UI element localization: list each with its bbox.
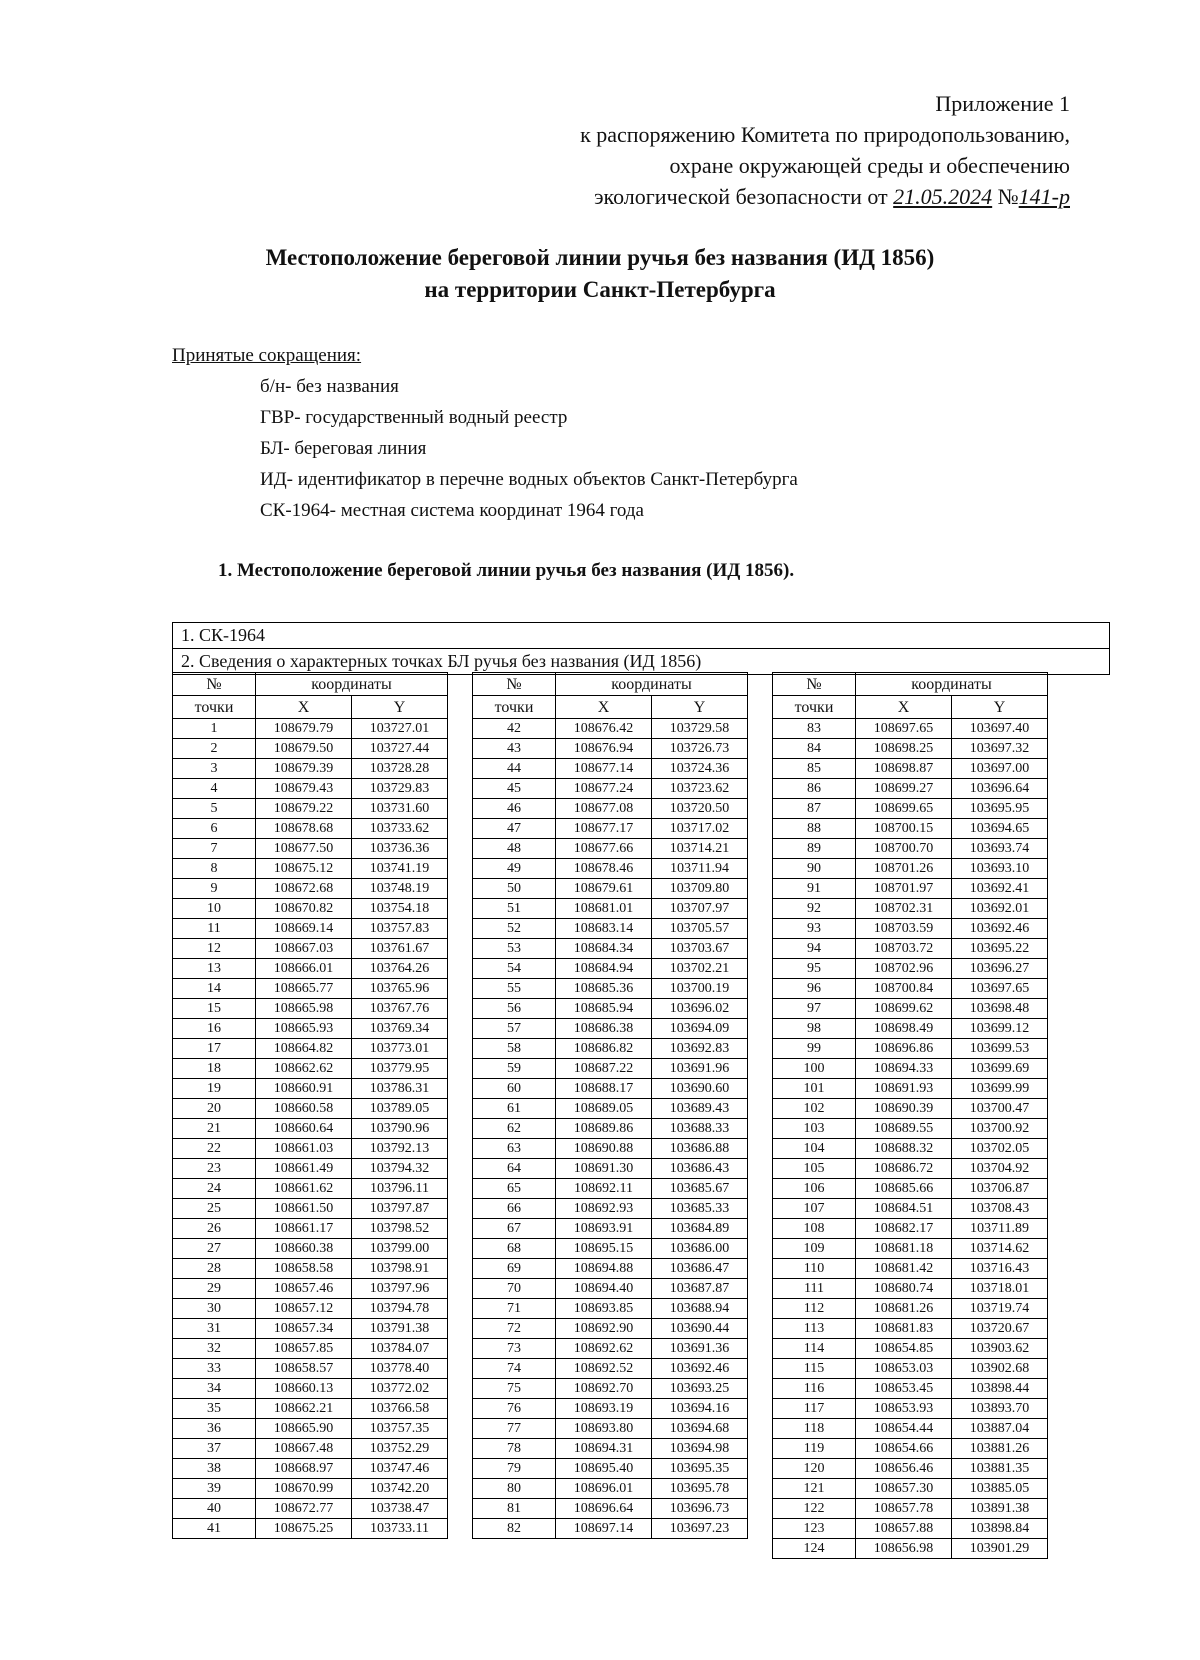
table-caption [172, 622, 1110, 675]
table-row: 47 108677.17 103717.02 [473, 819, 748, 839]
table-row: 15 108665.98 103767.76 [173, 999, 448, 1019]
abbreviation-item: ГВР- государственный водный реестр [260, 407, 568, 428]
table-row: 102 108690.39 103700.47 [773, 1099, 1048, 1119]
table-row: 23 108661.49 103794.32 [173, 1159, 448, 1179]
appendix-header [580, 88, 1070, 212]
col-y: Y [352, 696, 448, 719]
table-row: 71 108693.85 103688.94 [473, 1299, 748, 1319]
abbreviations [172, 340, 798, 526]
table-row: 98 108698.49 103699.12 [773, 1019, 1048, 1039]
table-row: 97 108699.62 103698.48 [773, 999, 1048, 1019]
table-row: 7 108677.50 103736.36 [173, 839, 448, 859]
table-row: 77 108693.80 103694.68 [473, 1419, 748, 1439]
table-row: 45 108677.24 103723.62 [473, 779, 748, 799]
abbreviation-item: БЛ- береговая линия [260, 438, 427, 459]
col-point: точки [173, 696, 256, 719]
table-row: 6 108678.68 103733.62 [173, 819, 448, 839]
table-row: 104 108688.32 103702.05 [773, 1139, 1048, 1159]
table-row: 50 108679.61 103709.80 [473, 879, 748, 899]
table-row: 85 108698.87 103697.00 [773, 759, 1048, 779]
table-row: 69 108694.88 103686.47 [473, 1259, 748, 1279]
table-row: 88 108700.15 103694.65 [773, 819, 1048, 839]
table-row: 11 108669.14 103757.83 [173, 919, 448, 939]
table-row: 26 108661.17 103798.52 [173, 1219, 448, 1239]
table-row: 58 108686.82 103692.83 [473, 1039, 748, 1059]
table-row: 95 108702.96 103696.27 [773, 959, 1048, 979]
col-x: X [256, 696, 352, 719]
table-row: 80 108696.01 103695.78 [473, 1479, 748, 1499]
table-row: 42 108676.42 103729.58 [473, 719, 748, 739]
number-label: № [997, 184, 1019, 209]
coord-system-row: 1. СК-1964 [172, 622, 1110, 649]
table-row: 1 108679.79 103727.01 [173, 719, 448, 739]
table-row: 27 108660.38 103799.00 [173, 1239, 448, 1259]
col-no: № [773, 673, 856, 696]
col-coordinates: координаты [256, 673, 448, 696]
table-row: 106 108685.66 103706.87 [773, 1179, 1048, 1199]
table-row: 54 108684.94 103702.21 [473, 959, 748, 979]
table-row: 29 108657.46 103797.96 [173, 1279, 448, 1299]
col-x: X [856, 696, 952, 719]
table-row: 66 108692.93 103685.33 [473, 1199, 748, 1219]
table-row: 112 108681.26 103719.74 [773, 1299, 1048, 1319]
table-row: 4 108679.43 103729.83 [173, 779, 448, 799]
table-row: 57 108686.38 103694.09 [473, 1019, 748, 1039]
abbreviation-item: б/н- без названия [260, 376, 399, 397]
table-row: 107 108684.51 103708.43 [773, 1199, 1048, 1219]
table-row: 52 108683.14 103705.57 [473, 919, 748, 939]
col-point: точки [473, 696, 556, 719]
table-row: 22 108661.03 103792.13 [173, 1139, 448, 1159]
table-row: 13 108666.01 103764.26 [173, 959, 448, 979]
table-row: 32 108657.85 103784.07 [173, 1339, 448, 1359]
table-row: 124 108656.98 103901.29 [773, 1539, 1048, 1559]
section-heading: 1. Местоположение береговой линии ручья без названия (ИД 1856). [218, 560, 795, 581]
table-row: 28 108658.58 103798.91 [173, 1259, 448, 1279]
table-row: 16 108665.93 103769.34 [173, 1019, 448, 1039]
table-row: 51 108681.01 103707.97 [473, 899, 748, 919]
table-row: 101 108691.93 103699.99 [773, 1079, 1048, 1099]
table-row: 70 108694.40 103687.87 [473, 1279, 748, 1299]
table-row: 105 108686.72 103704.92 [773, 1159, 1048, 1179]
table-row: 79 108695.40 103695.35 [473, 1459, 748, 1479]
table-row: 41 108675.25 103733.11 [173, 1519, 448, 1539]
table-row: 110 108681.42 103716.43 [773, 1259, 1048, 1279]
table-row: 25 108661.50 103797.87 [173, 1199, 448, 1219]
coordinates-table [472, 672, 748, 1539]
table-row: 59 108687.22 103691.96 [473, 1059, 748, 1079]
table-row: 117 108653.93 103893.70 [773, 1399, 1048, 1419]
table-row: 53 108684.34 103703.67 [473, 939, 748, 959]
order-number: 141-р [1018, 184, 1070, 209]
table-row: 75 108692.70 103693.25 [473, 1379, 748, 1399]
header-line: охране окружающей среды и обеспечению [669, 153, 1070, 178]
coordinates-table [772, 672, 1048, 1559]
table-row: 116 108653.45 103898.44 [773, 1379, 1048, 1399]
table-row: 43 108676.94 103726.73 [473, 739, 748, 759]
table-row: 38 108668.97 103747.46 [173, 1459, 448, 1479]
table-row: 108 108682.17 103711.89 [773, 1219, 1048, 1239]
table-row: 122 108657.78 103891.38 [773, 1499, 1048, 1519]
table-row: 2 108679.50 103727.44 [173, 739, 448, 759]
table-row: 36 108665.90 103757.35 [173, 1419, 448, 1439]
table-row: 62 108689.86 103688.33 [473, 1119, 748, 1139]
table-row: 115 108653.03 103902.68 [773, 1359, 1048, 1379]
points-caption-row: 2. Сведения о характерных точках БЛ ручья без названия (ИД 1856) [172, 649, 1110, 675]
col-point: точки [773, 696, 856, 719]
table-row: 24 108661.62 103796.11 [173, 1179, 448, 1199]
table-row: 93 108703.59 103692.46 [773, 919, 1048, 939]
table-row: 113 108681.83 103720.67 [773, 1319, 1048, 1339]
table-row: 31 108657.34 103791.38 [173, 1319, 448, 1339]
table-row: 20 108660.58 103789.05 [173, 1099, 448, 1119]
table-row: 37 108667.48 103752.29 [173, 1439, 448, 1459]
table-row: 17 108664.82 103773.01 [173, 1039, 448, 1059]
table-row: 21 108660.64 103790.96 [173, 1119, 448, 1139]
abbreviation-item: ИД- идентификатор в перечне водных объектов Санкт-Петербурга [260, 469, 798, 490]
title-line: на территории Санкт-Петербурга [424, 277, 776, 302]
header-date-line [580, 181, 1070, 212]
table-row: 114 108654.85 103903.62 [773, 1339, 1048, 1359]
col-coordinates: координаты [856, 673, 1048, 696]
table-row: 14 108665.77 103765.96 [173, 979, 448, 999]
table-row: 81 108696.64 103696.73 [473, 1499, 748, 1519]
col-no: № [173, 673, 256, 696]
table-row: 120 108656.46 103881.35 [773, 1459, 1048, 1479]
table-row: 49 108678.46 103711.94 [473, 859, 748, 879]
table-row: 56 108685.94 103696.02 [473, 999, 748, 1019]
title-line: Местоположение береговой линии ручья без названия (ИД 1856) [265, 245, 935, 270]
table-row: 39 108670.99 103742.20 [173, 1479, 448, 1499]
col-x: X [556, 696, 652, 719]
table-row: 89 108700.70 103693.74 [773, 839, 1048, 859]
table-row: 3 108679.39 103728.28 [173, 759, 448, 779]
col-coordinates: координаты [556, 673, 748, 696]
table-row: 109 108681.18 103714.62 [773, 1239, 1048, 1259]
table-row: 123 108657.88 103898.84 [773, 1519, 1048, 1539]
table-row: 100 108694.33 103699.69 [773, 1059, 1048, 1079]
table-row: 76 108693.19 103694.16 [473, 1399, 748, 1419]
appendix-label: Приложение 1 [935, 91, 1070, 116]
table-row: 61 108689.05 103689.43 [473, 1099, 748, 1119]
table-row: 19 108660.91 103786.31 [173, 1079, 448, 1099]
table-row: 73 108692.62 103691.36 [473, 1339, 748, 1359]
table-row: 8 108675.12 103741.19 [173, 859, 448, 879]
header-line: экологической безопасности от [594, 184, 888, 209]
table-row: 92 108702.31 103692.01 [773, 899, 1048, 919]
table-row: 35 108662.21 103766.58 [173, 1399, 448, 1419]
table-row: 63 108690.88 103686.88 [473, 1139, 748, 1159]
table-row: 83 108697.65 103697.40 [773, 719, 1048, 739]
table-row: 10 108670.82 103754.18 [173, 899, 448, 919]
table-row: 33 108658.57 103778.40 [173, 1359, 448, 1379]
table-row: 68 108695.15 103686.00 [473, 1239, 748, 1259]
table-row: 99 108696.86 103699.53 [773, 1039, 1048, 1059]
table-row: 90 108701.26 103693.10 [773, 859, 1048, 879]
table-row: 86 108699.27 103696.64 [773, 779, 1048, 799]
table-row: 74 108692.52 103692.46 [473, 1359, 748, 1379]
table-row: 44 108677.14 103724.36 [473, 759, 748, 779]
table-row: 103 108689.55 103700.92 [773, 1119, 1048, 1139]
table-row: 12 108667.03 103761.67 [173, 939, 448, 959]
order-date: 21.05.2024 [893, 184, 993, 209]
table-row: 5 108679.22 103731.60 [173, 799, 448, 819]
table-row: 67 108693.91 103684.89 [473, 1219, 748, 1239]
abbreviations-heading: Принятые сокращения: [172, 345, 362, 366]
table-row: 18 108662.62 103779.95 [173, 1059, 448, 1079]
table-row: 91 108701.97 103692.41 [773, 879, 1048, 899]
table-row: 119 108654.66 103881.26 [773, 1439, 1048, 1459]
document-title [0, 242, 1200, 306]
table-row: 121 108657.30 103885.05 [773, 1479, 1048, 1499]
table-row: 72 108692.90 103690.44 [473, 1319, 748, 1339]
col-no: № [473, 673, 556, 696]
table-row: 64 108691.30 103686.43 [473, 1159, 748, 1179]
table-row: 65 108692.11 103685.67 [473, 1179, 748, 1199]
coordinates-table [172, 672, 448, 1539]
col-y: Y [652, 696, 748, 719]
table-row: 84 108698.25 103697.32 [773, 739, 1048, 759]
header-line: к распоряжению Комитета по природопользованию, [580, 122, 1070, 147]
table-row: 30 108657.12 103794.78 [173, 1299, 448, 1319]
table-row: 40 108672.77 103738.47 [173, 1499, 448, 1519]
table-row: 94 108703.72 103695.22 [773, 939, 1048, 959]
table-row: 60 108688.17 103690.60 [473, 1079, 748, 1099]
table-row: 96 108700.84 103697.65 [773, 979, 1048, 999]
table-row: 118 108654.44 103887.04 [773, 1419, 1048, 1439]
table-row: 48 108677.66 103714.21 [473, 839, 748, 859]
table-row: 55 108685.36 103700.19 [473, 979, 748, 999]
abbreviation-item: СК-1964- местная система координат 1964 года [260, 500, 644, 521]
table-row: 46 108677.08 103720.50 [473, 799, 748, 819]
col-y: Y [952, 696, 1048, 719]
table-row: 78 108694.31 103694.98 [473, 1439, 748, 1459]
table-row: 111 108680.74 103718.01 [773, 1279, 1048, 1299]
table-row: 87 108699.65 103695.95 [773, 799, 1048, 819]
table-row: 9 108672.68 103748.19 [173, 879, 448, 899]
table-row: 34 108660.13 103772.02 [173, 1379, 448, 1399]
table-row: 82 108697.14 103697.23 [473, 1519, 748, 1539]
